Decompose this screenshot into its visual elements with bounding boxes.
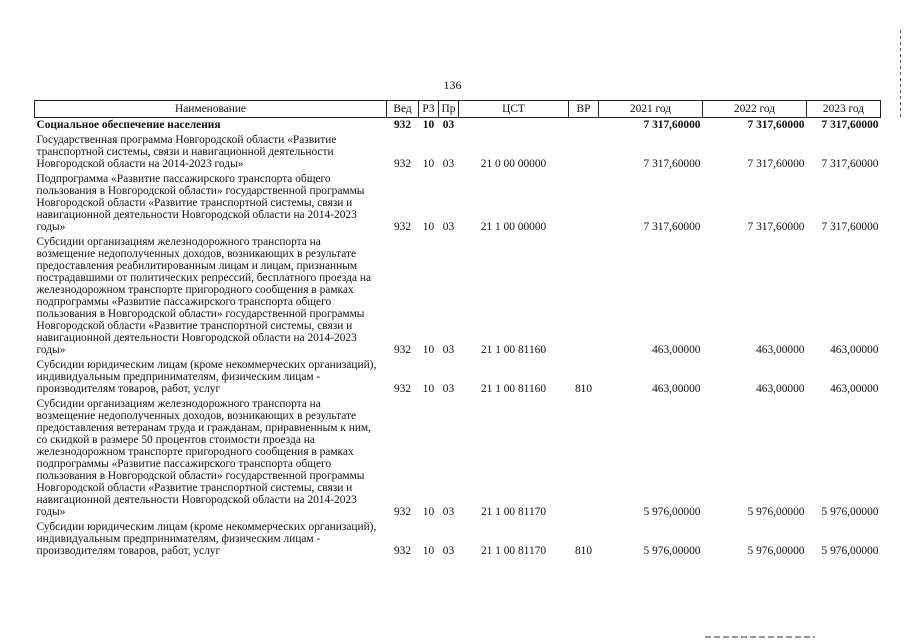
row-name: Субсидии организациям железнодорожного транспорта на возмещение недополученных доходов, возникающих в результате предоставления ветеранам труда и гражданам, приравненным к ним, со скидкой в размере 50 процентов стоимости проезда на железнодорожном транспорте пригородного сообщения в рамках подпрограммы «Развитие пассажирского транспорта общего пользования в Новгородской области» государственной программы Новгородской области «Развитие транспортной системы, связи и навигационной деятельности Новгородской области на 2014-2023 годы» [36,398,371,518]
table-header-row [35,101,881,118]
row-2022: 463,00000 [756,344,805,356]
row-cst: 21 1 00 81170 [480,545,547,557]
row-cst: 21 0 00 00000 [480,158,547,170]
row-ved: 932 [393,506,412,518]
table-row [35,235,881,358]
row-pr: 03 [442,221,455,233]
row-rz: 10 [422,545,435,557]
row-2023: 463,00000 [830,344,879,356]
row-ved: 932 [393,221,412,233]
row-rz: 10 [422,344,435,356]
row-cst: 21 1 00 81170 [480,506,547,518]
row-name: Субсидии юридическим лицам (кроме некоммерческих организаций), индивидуальным предпринимателям, физическим лицам - производителям товаров, работ, услуг [36,359,377,395]
row-2022: 5 976,00000 [747,545,805,557]
row-vr [569,235,599,358]
row-2022: 463,00000 [756,383,805,395]
row-ved: 932 [393,545,412,557]
scan-footer-mark [705,636,815,638]
row-rz: 10 [422,221,435,233]
row-vr [569,397,599,520]
row-2021: 7 317,60000 [643,119,701,131]
header-cst: ЦСТ [459,101,569,118]
row-vr [569,172,599,235]
row-pr: 03 [442,119,455,131]
row-vr [569,133,599,172]
row-cst: 21 1 00 81160 [480,383,547,395]
row-2023: 7 317,60000 [821,221,879,233]
row-name: Социальное обеспечение населения [36,119,221,131]
row-rz: 10 [422,383,435,395]
row-vr [569,118,599,134]
header-name: Наименование [35,101,387,118]
row-name: Государственная программа Новгородской области «Развитие транспортной системы, связи и навигационной деятельности Новгородской области на 2014-2023 годы» [36,134,337,170]
row-vr: 810 [574,383,593,395]
row-ved: 932 [393,344,412,356]
row-ved: 932 [393,158,412,170]
header-2021: 2021 год [599,101,703,118]
row-pr: 03 [442,383,455,395]
row-2021: 5 976,00000 [643,506,701,518]
page-number: 136 [443,78,462,92]
header-2022: 2022 год [703,101,807,118]
table-row [35,358,881,397]
row-2022: 7 317,60000 [747,158,805,170]
row-ved: 932 [393,119,412,131]
row-2023: 7 317,60000 [821,158,879,170]
table-row [35,520,881,559]
budget-table [34,100,881,559]
table-row [35,397,881,520]
row-pr: 03 [442,506,455,518]
row-ved: 932 [393,383,412,395]
row-2023: 7 317,60000 [821,119,879,131]
row-pr: 03 [442,158,455,170]
row-2023: 5 976,00000 [821,506,879,518]
row-vr: 810 [574,545,593,557]
table-row [35,118,881,134]
row-rz: 10 [422,158,435,170]
row-rz: 10 [422,119,435,131]
row-2023: 5 976,00000 [821,545,879,557]
row-cst [459,118,569,134]
row-2023: 463,00000 [830,383,879,395]
table-body [35,118,881,560]
header-rz: РЗ [419,101,439,118]
row-pr: 03 [442,545,455,557]
row-pr: 03 [442,344,455,356]
row-2021: 7 317,60000 [643,221,701,233]
row-name: Субсидии юридическим лицам (кроме некоммерческих организаций), индивидуальным предпринимателям, физическим лицам - производителям товаров, работ, услуг [36,521,377,557]
row-2021: 463,00000 [652,383,701,395]
row-2022: 7 317,60000 [747,221,805,233]
table-row [35,172,881,235]
row-2021: 7 317,60000 [643,158,701,170]
row-name: Субсидии организациям железнодорожного транспорта на возмещение недополученных доходов, возникающих в результате предоставления реабилитированным лицам и лицам, признанным пострадавшими от политических репрессий, бесплатного проезда на железнодорожном транспорте пригородного сообщения в рамках подпрограммы «Развитие пассажирского транспорта общего пользования в Новгородской области» государственной программы Новгородской области «Развитие транспортной системы, связи и навигационной деятельности Новгородской области на 2014-2023 годы» [36,236,372,356]
header-2023: 2023 год [807,101,881,118]
header-ved: Вед [387,101,419,118]
row-name: Подпрограмма «Развитие пассажирского транспорта общего пользования в Новгородской области» государственной программы Новгородской области «Развитие транспортной системы, связи и навигационной деятельности Новгородской области на 2014-2023 годы» [36,173,365,233]
scan-margin-mark [900,30,901,120]
header-pr: Пр [439,101,459,118]
row-cst: 21 1 00 00000 [480,221,547,233]
row-2022: 7 317,60000 [747,119,805,131]
row-rz: 10 [422,506,435,518]
row-2021: 463,00000 [652,344,701,356]
row-2021: 5 976,00000 [643,545,701,557]
row-cst: 21 1 00 81160 [480,344,547,356]
header-vr: ВР [569,101,599,118]
row-2022: 5 976,00000 [747,506,805,518]
table-row [35,133,881,172]
